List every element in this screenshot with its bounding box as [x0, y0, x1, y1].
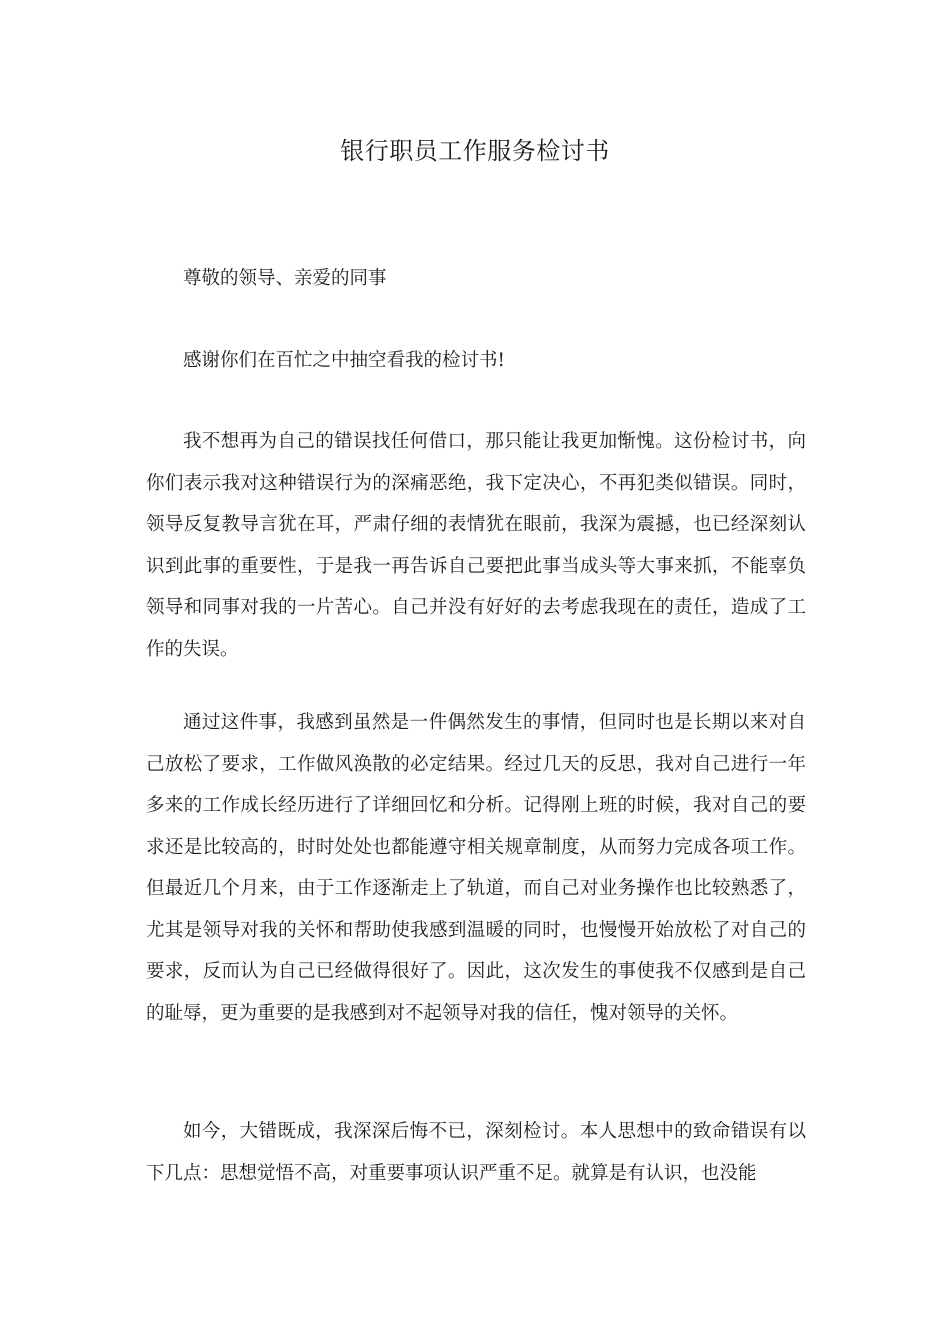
- paragraph-2: 通过这件事，我感到虽然是一件偶然发生的事情，但同时也是长期以来对自己放松了要求，工作做风涣散的必定结果。经过几天的反思，我对自己进行一年多来的工作成长经历进行了详细回忆和分析。记得刚上班的时候，我对自己的要求还是比较高的，时时处处也都能遵守相关规章制度，从而努力完成各项工作。但最近几个月来，由于工作逐渐走上了轨道，而自己对业务操作也比较熟悉了，尤其是领导对我的关怀和帮助使我感到温暖的同时，也慢慢开始放松了对自己的要求，反而认为自己已经做得很好了。因此，这次发生的事使我不仅感到是自己的耻辱，更为重要的是我感到对不起领导对我的信任，愧对领导的关怀。: [146, 712, 806, 1024]
- paragraph-1: 我不想再为自己的错误找任何借口，那只能让我更加惭愧。这份检讨书，向你们表示我对这种错误行为的深痛恶绝，我下定决心，不再犯类似错误。同时，领导反复教导言犹在耳，严肃仔细的表情犹在眼前，我深为震撼，也已经深刻认识到此事的重要性，于是我一再告诉自己要把此事当成头等大事来抓，不能辜负领导和同事对我的一片苦心。自己并没有好好的去考虑我现在的责任，造成了工作的失误。: [146, 431, 806, 660]
- document-title: 银行职员工作服务检讨书: [340, 137, 610, 165]
- thanks-line: 感谢你们在百忙之中抽空看我的检讨书!: [183, 350, 505, 371]
- salutation: 尊敬的领导、亲爱的同事: [183, 268, 387, 289]
- paragraph-3: 如今，大错既成，我深深后悔不已，深刻检讨。本人思想中的致命错误有以下几点：思想觉悟不高，对重要事项认识严重不足。就算是有认识，也没能: [146, 1121, 806, 1184]
